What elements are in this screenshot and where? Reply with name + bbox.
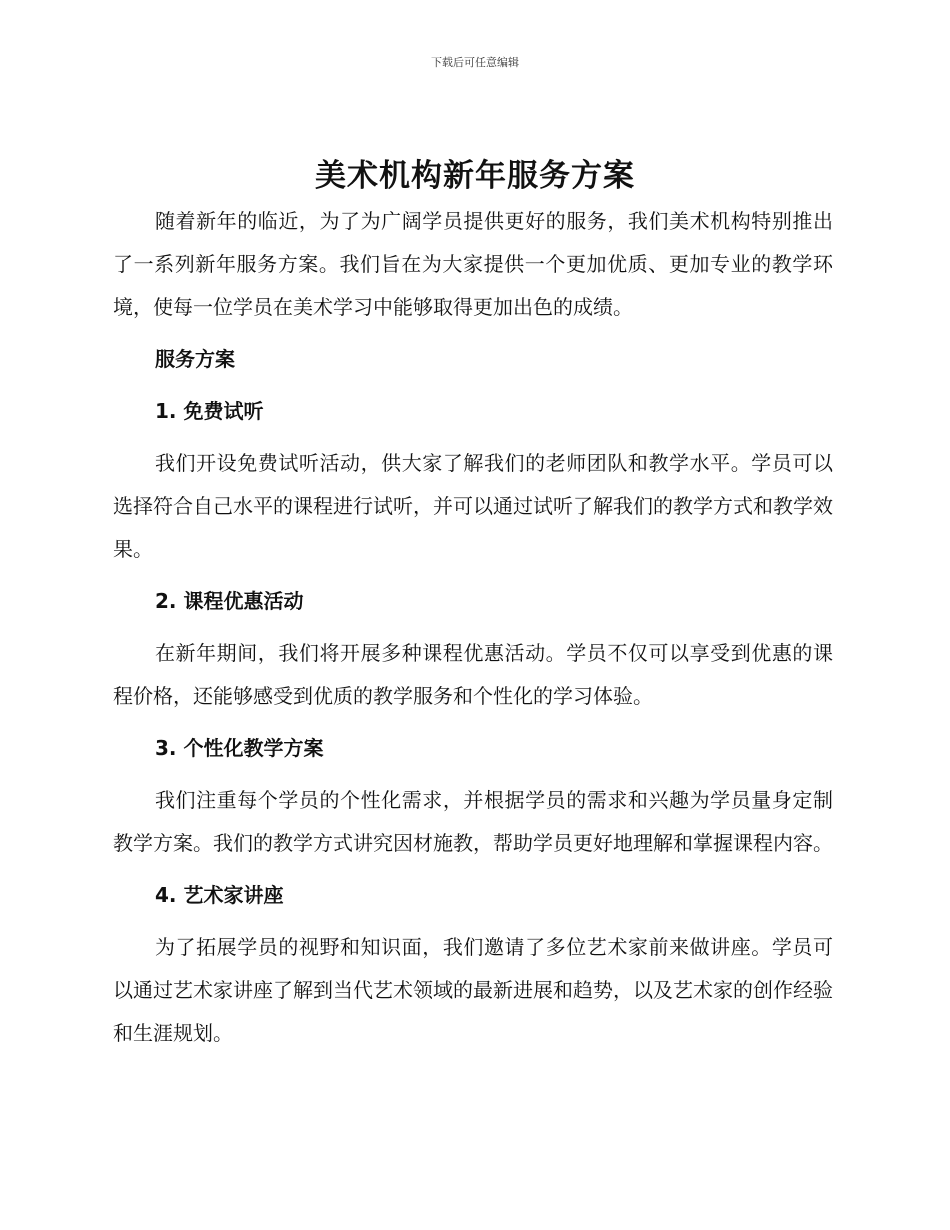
header-note: 下载后可任意编辑 <box>431 56 519 69</box>
item-text-4: 为了拓展学员的视野和知识面，我们邀请了多位艺术家前来做讲座。学员可以通过艺术家讲座了解到当代艺术领域的最新进展和趋势，以及艺术家的创作经验和生涯规划。 <box>113 935 833 1045</box>
item-heading-3: 3. 个性化教学方案 <box>155 736 324 760</box>
item-heading-2: 2. 课程优惠活动 <box>155 589 304 613</box>
item-text-3: 我们注重每个学员的个性化需求，并根据学员的需求和兴趣为学员量身定制教学方案。我们的教学方式讲究因材施教，帮助学员更好地理解和掌握课程内容。 <box>113 788 833 855</box>
intro-paragraph: 随着新年的临近，为了为广阔学员提供更好的服务，我们美术机构特别推出了一系列新年服务方案。我们旨在为大家提供一个更加优质、更加专业的教学环境，使每一位学员在美术学习中能够取得更加出色的成绩。 <box>113 209 833 319</box>
section-heading: 服务方案 <box>155 347 235 371</box>
document-title: 美术机构新年服务方案 <box>315 158 635 194</box>
document-body <box>113 200 833 1055</box>
item-heading-1: 1. 免费试听 <box>155 399 264 423</box>
item-text-2: 在新年期间，我们将开展多种课程优惠活动。学员不仅可以享受到优惠的课程价格，还能够感受到优质的教学服务和个性化的学习体验。 <box>113 641 833 708</box>
item-text-1: 我们开设免费试听活动，供大家了解我们的老师团队和教学水平。学员可以选择符合自己水平的课程进行试听，并可以通过试听了解我们的教学方式和教学效果。 <box>113 451 833 561</box>
item-heading-4: 4. 艺术家讲座 <box>155 883 284 907</box>
